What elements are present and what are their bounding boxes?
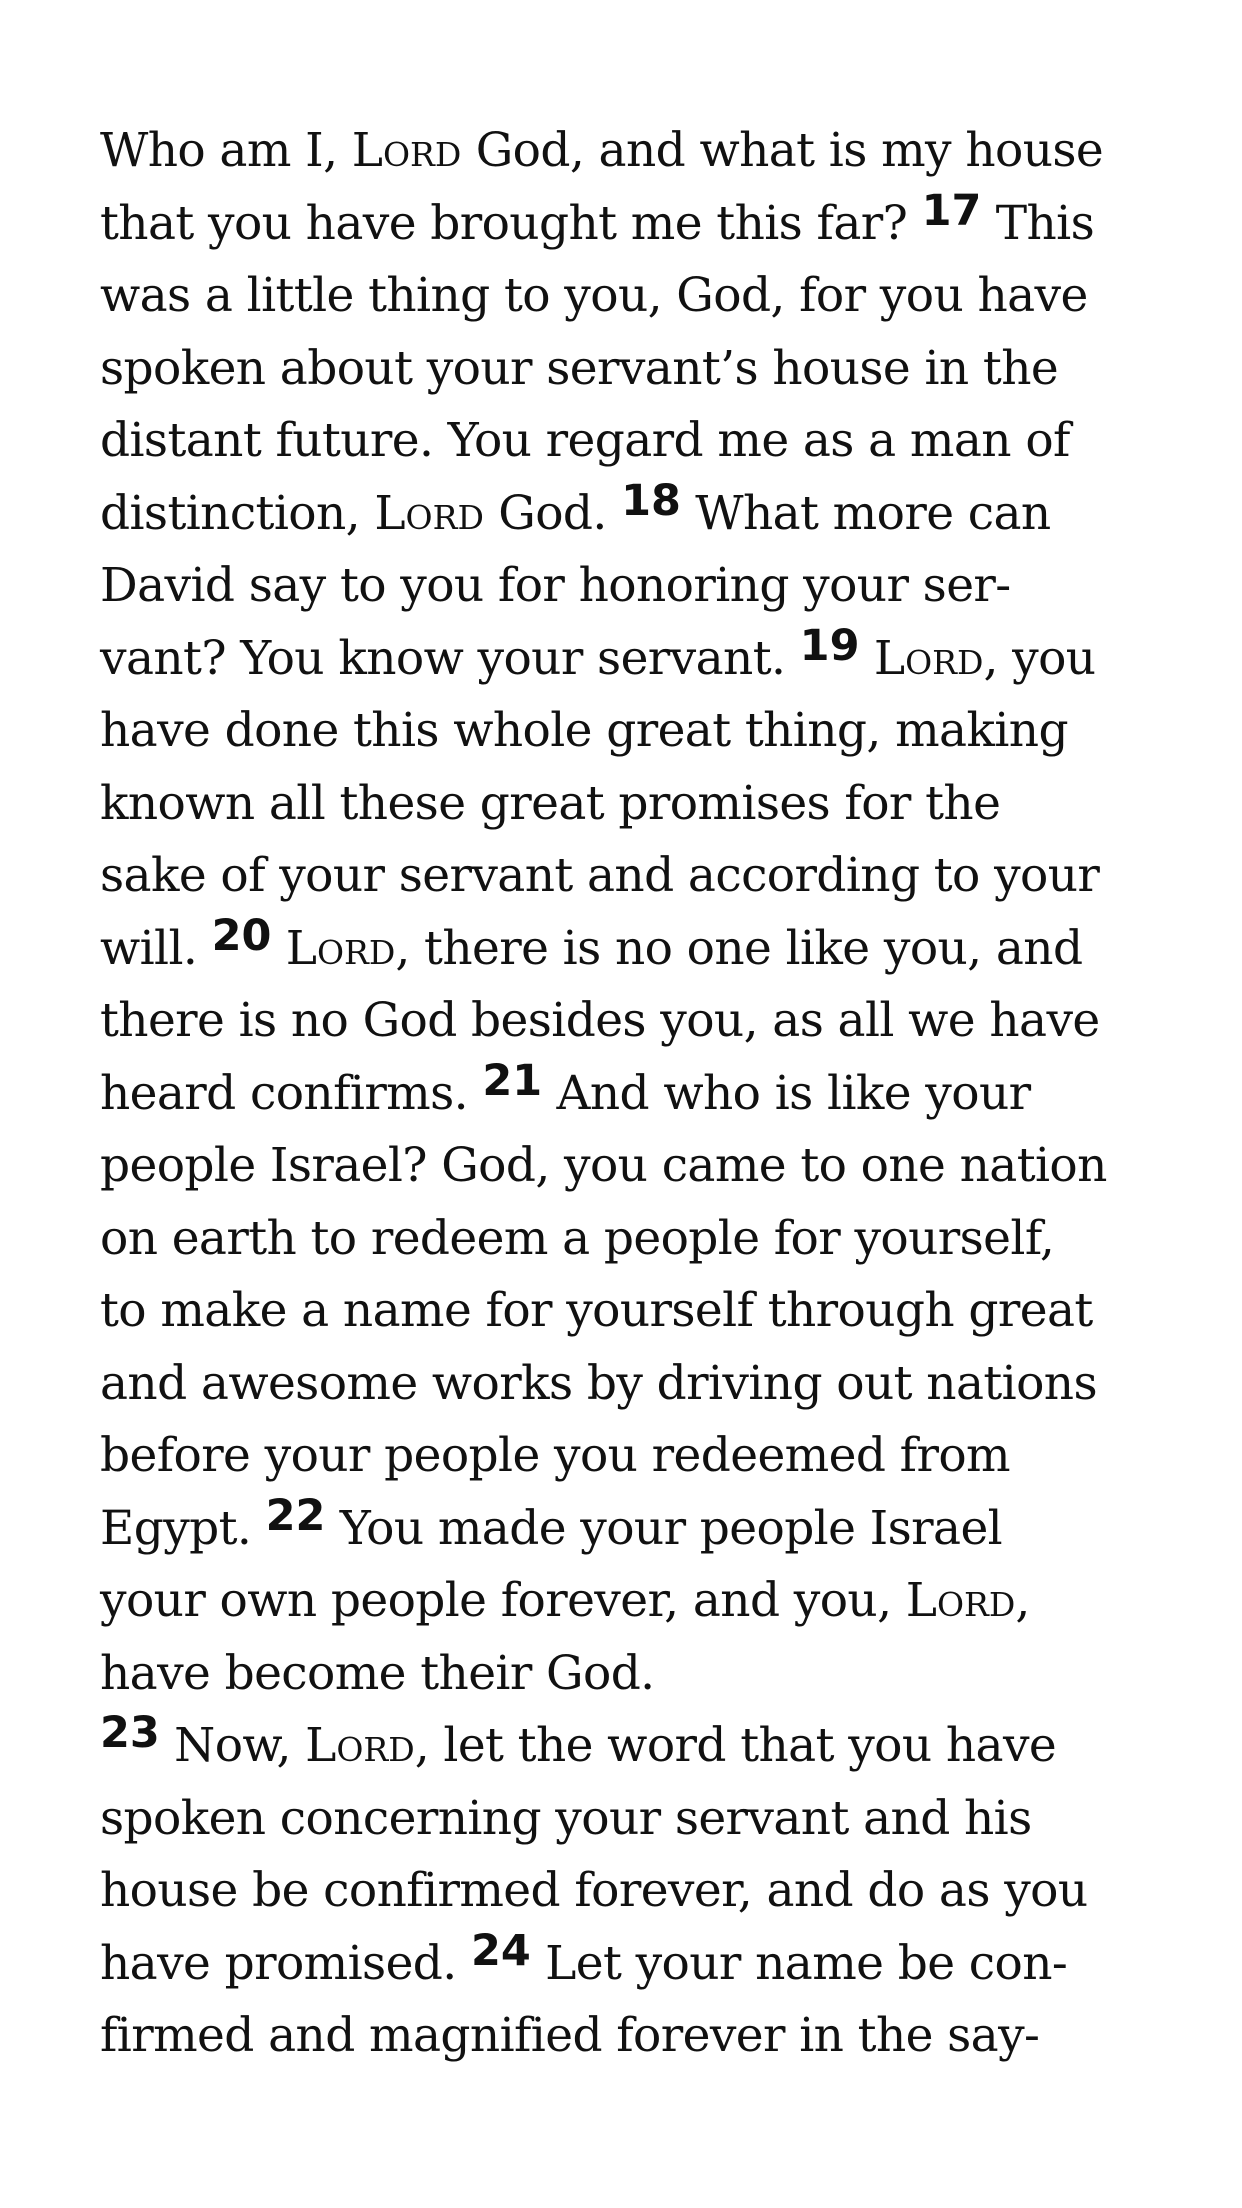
text-line: [100, 475, 1190, 551]
verse-number: 21: [482, 1055, 543, 1106]
text-run: Now,: [159, 1718, 306, 1773]
text-line: [100, 910, 1190, 986]
text-run: David say to you for honoring your ser-: [100, 558, 1011, 613]
text-run: sake of your servant and according to your: [100, 848, 1100, 903]
text-run: [271, 921, 285, 976]
text-run: God.: [483, 485, 622, 541]
text-line: [100, 550, 1190, 623]
text-run: that you have brought me this far?: [100, 195, 922, 251]
verse-number: 19: [799, 620, 860, 671]
text-line: [100, 840, 1190, 913]
text-run: spoken concerning your servant and his: [100, 1790, 1032, 1846]
text-run: there is no God besides you, as all we have: [100, 993, 1100, 1048]
text-line: [100, 1710, 1190, 1783]
verse-number: 18: [621, 475, 681, 526]
text-line: [100, 985, 1190, 1058]
text-line: [100, 1348, 1190, 1421]
text-run: distinction,: [100, 485, 375, 541]
text-line: [100, 1638, 1190, 1711]
text-run: You made your people Israel: [325, 1500, 1003, 1556]
text-line: [100, 1565, 1190, 1638]
text-run: vant? You know your servant.: [100, 630, 800, 686]
text-run: Let your name be con-: [530, 1935, 1068, 1991]
text-run: heard confirms.: [100, 1065, 483, 1121]
text-line: [100, 1855, 1190, 1928]
text-line: [100, 1783, 1190, 1856]
divine-name: Lord: [905, 1573, 1016, 1628]
text-run: to make a name for yourself through great: [100, 1283, 1093, 1338]
text-line: [100, 695, 1190, 768]
verse-number: 17: [921, 185, 982, 236]
text-run: ,: [1015, 1573, 1030, 1628]
text-run: spoken about your servant’s house in the: [100, 340, 1059, 396]
text-run: known all these great promises for the: [100, 775, 1001, 831]
text-run: , you: [983, 630, 1096, 686]
text-line: [100, 1925, 1190, 2001]
text-run: have promised.: [100, 1935, 471, 1991]
text-run: was a little thing to you, God, for you have: [100, 268, 1088, 323]
text-line: [100, 768, 1190, 841]
text-line: [100, 1055, 1190, 1131]
text-run: house be confirmed forever, and do as you: [100, 1863, 1088, 1918]
text-run: And who is like your: [542, 1065, 1031, 1121]
text-line: [100, 1420, 1190, 1493]
text-run: , there is no one like you, and: [395, 920, 1083, 976]
text-run: Who am I,: [100, 123, 352, 178]
text-run: , let the word that you have: [414, 1718, 1057, 1773]
divine-name: Lord: [873, 630, 984, 686]
verse-number: 23: [100, 1708, 160, 1758]
text-line: [100, 185, 1190, 261]
divine-name: Lord: [285, 920, 396, 976]
text-line: [100, 115, 1190, 188]
scripture-text-page: [100, 115, 1190, 2073]
text-run: your own people forever, and you,: [100, 1573, 906, 1628]
verse-number: 24: [470, 1925, 531, 1976]
text-run: people Israel? God, you came to one nation: [100, 1138, 1107, 1193]
divine-name: Lord: [305, 1718, 415, 1773]
verse-number: 20: [211, 910, 272, 961]
text-run: will.: [100, 920, 212, 976]
text-line: [100, 405, 1190, 478]
divine-name: Lord: [351, 123, 462, 178]
text-run: before your people you redeemed from: [100, 1428, 1011, 1483]
text-run: God, and what is my house: [461, 123, 1104, 178]
verse-number: 22: [265, 1490, 326, 1541]
text-line: [100, 1130, 1190, 1203]
text-run: This: [981, 195, 1095, 251]
divine-name: Lord: [374, 485, 484, 541]
text-run: firmed and magnified forever in the say-: [100, 2008, 1040, 2063]
text-line: [100, 620, 1190, 696]
text-run: Egypt.: [100, 1500, 266, 1556]
text-run: What more can: [680, 485, 1051, 541]
text-run: have become their God.: [100, 1645, 655, 1701]
text-line: [100, 260, 1190, 333]
text-run: distant future. You regard me as a man of: [100, 413, 1070, 468]
text-line: [100, 1275, 1190, 1348]
text-line: [100, 1490, 1190, 1566]
text-run: have done this whole great thing, making: [100, 703, 1068, 758]
text-line: [100, 1203, 1190, 1276]
text-run: and awesome works by driving out nations: [100, 1355, 1097, 1411]
text-run: [860, 631, 874, 686]
text-line: [100, 333, 1190, 406]
text-run: on earth to redeem a people for yourself,: [100, 1210, 1055, 1266]
text-line: [100, 2000, 1190, 2073]
